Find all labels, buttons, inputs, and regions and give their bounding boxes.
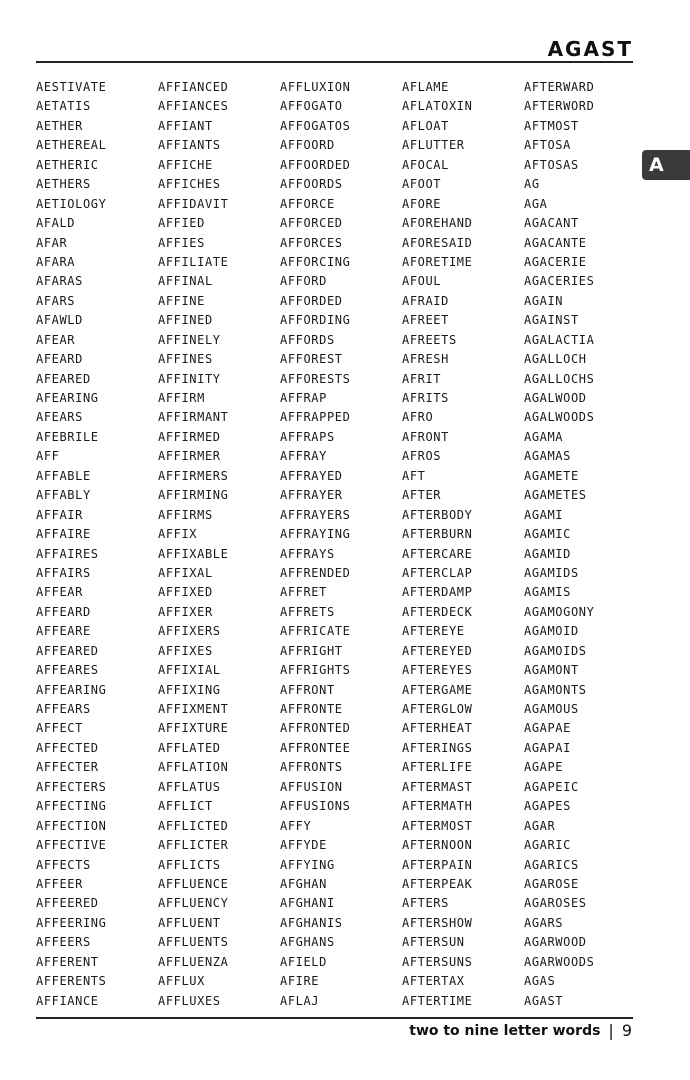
word-entry: AFTERLIFE <box>402 760 473 775</box>
word-entry: AFFLICTED <box>158 818 229 833</box>
word-entry: AFFINES <box>158 352 213 367</box>
word-entry: AFFIXABLE <box>158 546 229 561</box>
word-entry: AFTERPAIN <box>402 857 473 872</box>
word-entry: AFFLATUS <box>158 779 221 794</box>
word-entry: AFFIXIAL <box>158 663 221 678</box>
word-entry: AFFOORDED <box>280 157 351 172</box>
word-entry: AGARS <box>524 915 564 930</box>
word-entry: AFEARED <box>36 371 91 386</box>
word-entry: AFFIXMENT <box>158 702 229 716</box>
word-entry: AGAR <box>524 818 556 833</box>
word-entry: AFFEERING <box>36 915 107 930</box>
word-entry: AFEBRILE <box>36 429 99 444</box>
word-entry: AFTERPEAK <box>402 876 473 891</box>
word-entry: AFFEAR <box>36 585 83 600</box>
word-entry: AFFIES <box>158 235 205 250</box>
word-entry: AETHER <box>36 118 83 133</box>
word-entry: AGALLOCH <box>524 352 587 367</box>
word-entry: AFTERGLOW <box>402 702 473 716</box>
word-entry: AFTEREYED <box>402 643 473 658</box>
word-entry: AGAROSE <box>524 876 579 891</box>
word-entry: AFT <box>402 468 426 483</box>
word-entry: AFFRAP <box>280 391 327 405</box>
word-entry: AFFINAL <box>158 274 213 289</box>
word-entry: AFFOGATOS <box>280 118 351 133</box>
word-entry: AFFYING <box>280 857 335 872</box>
word-entry: AGAMID <box>524 546 571 561</box>
word-entry: AETHERIC <box>36 157 99 172</box>
word-entry: AFREETS <box>402 332 457 347</box>
word-entry: AFRONT <box>402 429 449 444</box>
word-entry: AFFAIRE <box>36 527 91 542</box>
word-entry: AFFRONTEE <box>280 740 351 755</box>
word-entry: AFTEREYES <box>402 663 473 678</box>
word-entry: AFFEARE <box>36 624 91 639</box>
word-entry: AFRITS <box>402 391 449 405</box>
word-entry: AFFLUENCE <box>158 876 229 891</box>
word-entry: AFGHANS <box>280 935 335 950</box>
word-entry: AFFUSION <box>280 779 343 794</box>
word-entry: AFFIXER <box>158 604 213 619</box>
word-entry: AFFLATION <box>158 760 229 775</box>
word-entry: AFFLUX <box>158 974 205 989</box>
word-entry: AGALWOODS <box>524 410 595 425</box>
word-entry: AFTERNOON <box>402 838 473 853</box>
word-entry: AFLATOXIN <box>402 99 473 114</box>
word-entry: AGAMONT <box>524 663 579 678</box>
word-entry: AFFLICT <box>158 799 213 814</box>
word-entry: AFFIXES <box>158 643 213 658</box>
word-entry: AGAMONTS <box>524 682 587 697</box>
word-entry: AFFEARED <box>36 643 99 658</box>
word-entry: AFFRAYING <box>280 527 351 542</box>
word-entry: AGA <box>524 196 548 211</box>
word-entry: AFFINELY <box>158 332 221 347</box>
word-entry: AFFEER <box>36 876 83 891</box>
word-entry: AFTERMAST <box>402 779 473 794</box>
word-entry: AFFY <box>280 818 312 833</box>
word-entry: AFARS <box>36 293 76 308</box>
book-title: two to nine letter words <box>409 1022 601 1039</box>
word-entry: AFTERGAME <box>402 682 473 697</box>
word-entry: AFFRONTED <box>280 721 351 736</box>
word-entry: AGAMA <box>524 429 564 444</box>
word-entry: AFFLICTS <box>158 857 221 872</box>
word-entry: AGAMIDS <box>524 565 579 580</box>
word-entry: AGALLOCHS <box>524 371 595 386</box>
footer-rule <box>36 1017 633 1019</box>
word-entry: AGARICS <box>524 857 579 872</box>
word-entry: AFORESAID <box>402 235 473 250</box>
word-entry: AFFOORDS <box>280 177 343 192</box>
word-entry: AFFILIATE <box>158 254 229 269</box>
word-entry: AFFRONTS <box>280 760 343 775</box>
word-entry: AGAMOIDS <box>524 643 587 658</box>
word-entry: AFFORCING <box>280 254 351 269</box>
word-entry: AFFICHES <box>158 177 221 192</box>
word-entry: AFFIANCED <box>158 80 229 94</box>
word-entry: AGAMI <box>524 507 564 522</box>
word-entry: AFFOORD <box>280 138 335 153</box>
word-entry: AFFRAYS <box>280 546 335 561</box>
word-entry: AFGHAN <box>280 876 327 891</box>
word-entry: AFGHANIS <box>280 915 343 930</box>
word-entry: AFFECTIVE <box>36 838 107 853</box>
word-entry: AFFIANTS <box>158 138 221 153</box>
word-entry: AFFIDAVIT <box>158 196 229 211</box>
word-entry: AGALACTIA <box>524 332 595 347</box>
word-entry: AFRESH <box>402 352 449 367</box>
word-entry: AFFIRMING <box>158 488 229 503</box>
word-entry: AFFERENT <box>36 954 99 969</box>
word-entry: AGAMOUS <box>524 702 579 716</box>
word-entry: AFFIRMED <box>158 429 221 444</box>
word-entry: AFFORESTS <box>280 371 351 386</box>
header-rule <box>36 61 633 63</box>
word-column-5 <box>524 78 644 1011</box>
word-entry: AFTERBURN <box>402 527 473 542</box>
word-entry: AFFRAYER <box>280 488 343 503</box>
word-entry: AFTMOST <box>524 118 579 133</box>
word-entry: AFTER <box>402 488 442 503</box>
word-entry: AFEARD <box>36 352 83 367</box>
word-entry: AFOREHAND <box>402 216 473 231</box>
word-entry: AETATIS <box>36 99 91 114</box>
word-entry: AFTERWORD <box>524 99 595 114</box>
word-entry: AFF <box>36 449 60 464</box>
word-entry: AGAS <box>524 974 556 989</box>
word-entry: AGAMETES <box>524 488 587 503</box>
word-entry: AFFECTED <box>36 740 99 755</box>
word-entry: AFFRIGHT <box>280 643 343 658</box>
word-entry: AFAR <box>36 235 68 250</box>
word-entry: AFARA <box>36 254 76 269</box>
word-entry: AFFIRMANT <box>158 410 229 425</box>
word-entry: AFALD <box>36 216 76 231</box>
word-entry: AFGHANI <box>280 896 335 911</box>
word-entry: AFTERDECK <box>402 604 473 619</box>
word-entry: AFRAID <box>402 293 449 308</box>
word-entry: AFOOT <box>402 177 442 192</box>
word-entry: AFFAIRS <box>36 565 91 580</box>
word-column-2 <box>158 78 278 1011</box>
word-entry: AFFRAPS <box>280 429 335 444</box>
word-entry: AETHEREAL <box>36 138 107 153</box>
word-entry: AFIRE <box>280 974 320 989</box>
word-entry: AFEAR <box>36 332 76 347</box>
word-entry: AGACERIES <box>524 274 595 289</box>
word-entry: AFFECT <box>36 721 83 736</box>
word-entry: AFTERCARE <box>402 546 473 561</box>
guide-word: AGAST <box>547 37 633 61</box>
word-entry: AFTERBODY <box>402 507 473 522</box>
word-entry: AGAMETE <box>524 468 579 483</box>
word-entry: AGAMAS <box>524 449 571 464</box>
word-entry: AFFIXERS <box>158 624 221 639</box>
word-entry: AGALWOOD <box>524 391 587 405</box>
word-entry: AFFIANCES <box>158 99 229 114</box>
page-number: 9 <box>621 1021 632 1040</box>
word-entry: AFFLUXES <box>158 993 221 1008</box>
word-entry: AFFEERS <box>36 935 91 950</box>
word-entry: AFTERWARD <box>524 80 595 94</box>
word-entry: AFREET <box>402 313 449 328</box>
word-columns <box>36 78 636 1008</box>
word-entry: AFFRENDED <box>280 565 351 580</box>
word-entry: AGARWOODS <box>524 954 595 969</box>
word-entry: AFFERENTS <box>36 974 107 989</box>
word-entry: AFTERTIME <box>402 993 473 1008</box>
word-entry: AFTOSAS <box>524 157 579 172</box>
word-entry: AFTERDAMP <box>402 585 473 600</box>
word-entry: AFFIXING <box>158 682 221 697</box>
word-entry: AGAMOGONY <box>524 604 595 619</box>
word-entry: AGAST <box>524 993 564 1008</box>
word-entry: AFFEARS <box>36 702 91 716</box>
word-entry: AFLOAT <box>402 118 449 133</box>
word-entry: AFTERMATH <box>402 799 473 814</box>
word-entry: AFEARING <box>36 391 99 405</box>
word-entry: AFFYDE <box>280 838 327 853</box>
word-entry: AGAMIC <box>524 527 571 542</box>
word-entry: AFFIANCE <box>36 993 99 1008</box>
word-entry: AGACANT <box>524 216 579 231</box>
word-entry: AFFICHE <box>158 157 213 172</box>
word-entry: AGAPAE <box>524 721 571 736</box>
word-entry: AFLUTTER <box>402 138 465 153</box>
word-entry: AFFRONTE <box>280 702 343 716</box>
word-entry: AFFECTS <box>36 857 91 872</box>
word-entry: AFRIT <box>402 371 442 386</box>
word-entry: AFTERSUNS <box>402 954 473 969</box>
word-entry: AFFIXAL <box>158 565 213 580</box>
word-entry: AFOUL <box>402 274 442 289</box>
word-entry: AFFORCES <box>280 235 343 250</box>
letter-thumb-tab <box>642 150 690 180</box>
word-entry: AFFINITY <box>158 371 221 386</box>
word-entry: AFFRAYERS <box>280 507 351 522</box>
word-entry: AFFOREST <box>280 352 343 367</box>
word-entry: AFEARS <box>36 410 83 425</box>
word-column-1 <box>36 78 156 1011</box>
word-entry: AFFABLY <box>36 488 91 503</box>
word-entry: AFFRAY <box>280 449 327 464</box>
word-entry: AFTERHEAT <box>402 721 473 736</box>
word-entry: AFARAS <box>36 274 83 289</box>
word-entry: AFFIRM <box>158 391 205 405</box>
word-entry: AFFLUENT <box>158 915 221 930</box>
word-entry: AFFOGATO <box>280 99 343 114</box>
word-entry: AESTIVATE <box>36 80 107 94</box>
word-entry: AFTERSUN <box>402 935 465 950</box>
word-entry: AFFECTING <box>36 799 107 814</box>
word-entry: AFLAME <box>402 80 449 94</box>
word-entry: AFFLUENZA <box>158 954 229 969</box>
word-entry: AFFEERED <box>36 896 99 911</box>
word-entry: AFFINED <box>158 313 213 328</box>
word-entry: AGAMIS <box>524 585 571 600</box>
footer-separator: | <box>608 1021 614 1040</box>
word-entry: AFFLUXION <box>280 80 351 94</box>
word-entry: AFFRONT <box>280 682 335 697</box>
word-entry: AFFEARD <box>36 604 91 619</box>
word-entry: AFFLUENCY <box>158 896 229 911</box>
word-entry: AFTERMOST <box>402 818 473 833</box>
word-entry: AFFIED <box>158 216 205 231</box>
word-entry: AETHERS <box>36 177 91 192</box>
word-entry: AFIELD <box>280 954 327 969</box>
word-entry: AFTOSA <box>524 138 571 153</box>
word-entry: AGAIN <box>524 293 564 308</box>
word-entry: AFTERINGS <box>402 740 473 755</box>
word-entry: AFFECTION <box>36 818 107 833</box>
word-entry: AFFRICATE <box>280 624 351 639</box>
word-entry: AGAROSES <box>524 896 587 911</box>
thumb-tab-letter: A <box>649 154 664 176</box>
word-entry: AFFIRMER <box>158 449 221 464</box>
word-entry: AFFORCE <box>280 196 335 211</box>
word-entry: AFFIXED <box>158 585 213 600</box>
word-entry: AFORE <box>402 196 442 211</box>
word-entry: AFFIX <box>158 527 198 542</box>
word-entry: AFFUSIONS <box>280 799 351 814</box>
word-entry: AFFLUENTS <box>158 935 229 950</box>
word-entry: AFFEARING <box>36 682 107 697</box>
word-entry: AFFORDS <box>280 332 335 347</box>
word-entry: AFTERCLAP <box>402 565 473 580</box>
word-entry: AGARIC <box>524 838 571 853</box>
word-entry: AFFORD <box>280 274 327 289</box>
word-entry: AFFECTERS <box>36 779 107 794</box>
word-entry: AFFINE <box>158 293 205 308</box>
word-entry: AFFORDING <box>280 313 351 328</box>
word-entry: AFFABLE <box>36 468 91 483</box>
word-entry: AFFIXTURE <box>158 721 229 736</box>
word-entry: AGAPEIC <box>524 779 579 794</box>
word-entry: AFFRET <box>280 585 327 600</box>
word-entry: AFFAIR <box>36 507 83 522</box>
word-entry: AFFORDED <box>280 293 343 308</box>
word-entry: AFFEARES <box>36 663 99 678</box>
word-entry: AFTERTAX <box>402 974 465 989</box>
word-entry: AFTERS <box>402 896 449 911</box>
word-column-4 <box>402 78 522 1011</box>
word-entry: AFFIANT <box>158 118 213 133</box>
word-entry: AFFIRMERS <box>158 468 229 483</box>
word-entry: AGACANTE <box>524 235 587 250</box>
word-entry: AFAWLD <box>36 313 83 328</box>
word-entry: AFFECTER <box>36 760 99 775</box>
word-entry: AFORETIME <box>402 254 473 269</box>
word-entry: AFFRETS <box>280 604 335 619</box>
word-column-3 <box>280 78 400 1011</box>
word-entry: AFFAIRES <box>36 546 99 561</box>
word-entry: AFFRAPPED <box>280 410 351 425</box>
word-entry: AGAMOID <box>524 624 579 639</box>
word-entry: AFLAJ <box>280 993 320 1008</box>
word-entry: AFFORCED <box>280 216 343 231</box>
word-entry: AFFRAYED <box>280 468 343 483</box>
word-entry: AFFLICTER <box>158 838 229 853</box>
word-entry: AFFRIGHTS <box>280 663 351 678</box>
word-entry: AGAINST <box>524 313 579 328</box>
word-entry: AGAPES <box>524 799 571 814</box>
word-entry: AFTEREYE <box>402 624 465 639</box>
word-entry: AFTERSHOW <box>402 915 473 930</box>
word-entry: AETIOLOGY <box>36 196 107 211</box>
word-entry: AGACERIE <box>524 254 587 269</box>
word-entry: AFFIRMS <box>158 507 213 522</box>
word-entry: AFRO <box>402 410 434 425</box>
word-entry: AFOCAL <box>402 157 449 172</box>
page-footer <box>409 1021 632 1040</box>
word-entry: AFFLATED <box>158 740 221 755</box>
word-entry: AG <box>524 177 540 192</box>
word-entry: AGARWOOD <box>524 935 587 950</box>
word-entry: AFROS <box>402 449 442 464</box>
word-entry: AGAPAI <box>524 740 571 755</box>
word-entry: AGAPE <box>524 760 564 775</box>
